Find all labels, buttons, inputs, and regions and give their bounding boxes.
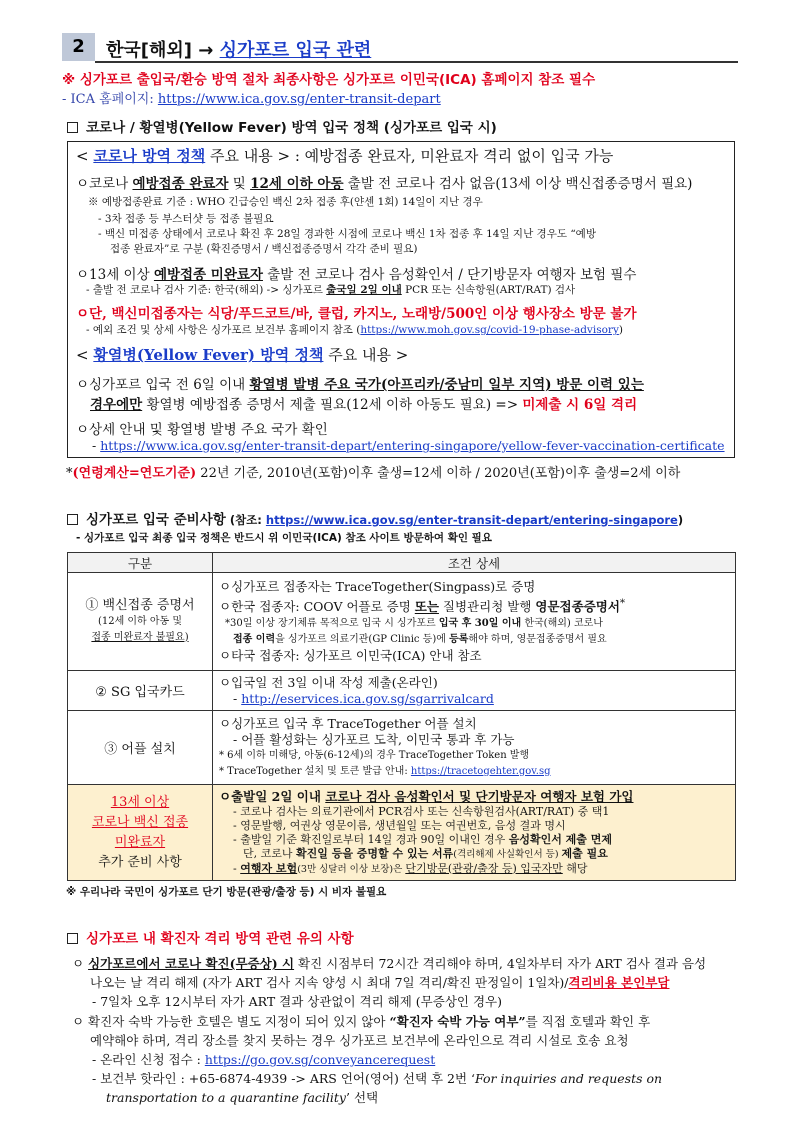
moh-reference: - 예외 조건 및 상세 사항은 싱가포르 보건부 홈페이지 참조 (https://www.moh.gov.sg/covid-19-phase-advisory)	[86, 324, 623, 336]
row-vaccine-certificate-label: ① 백신접종 증명서 (12세 이하 아동 및 접종 미완료자 불필요)	[68, 573, 213, 671]
section2-subtitle: - 싱가포르 입국 최종 입국 정책은 반드시 위 이민국(ICA) 참조 사이트 방문하여 확인 필요	[76, 532, 492, 544]
hotline-line-1: - 보건부 핫라인 : +65-6874-4939 -> ARS 언어(영어) 선택 후 2번 ‘For inquiries and requests on	[92, 1071, 663, 1086]
vaccinated-line: ㅇ코로나 예방접종 완료자 및 12세 이하 아동 출발 전 코로나 검사 없음(13세 이상 백신접종증명서 필요)	[76, 176, 693, 192]
table-row	[68, 573, 736, 671]
ica-notice: ※ 싱가포르 출입국/환승 방역 절차 최종사항은 싱가포르 이민국(ICA) 홈페이지 참조 필수	[62, 72, 596, 88]
arrival-card-link[interactable]: http://eservices.ica.gov.sg/sgarrivalcard	[241, 690, 494, 706]
quarantine-line-2: 나오는 날 격리 해제 (자가 ART 검사 지속 양성 시 최대 7일 격리/확진 판정일이 1일차)/격리비용 본인부담	[90, 975, 670, 990]
table-row	[68, 785, 736, 881]
section-number: 2	[62, 33, 95, 61]
table-header-category: 구분	[68, 553, 213, 573]
yellow-fever-url-line: - https://www.ica.gov.sg/enter-transit-depart/entering-singapore/yellow-fever-vaccination-certificate	[92, 438, 725, 453]
row-arrival-card-details: ㅇ입국일 전 3일 이내 작성 제출(온라인) - http://eservices.ica.gov.sg/sgarrivalcard	[213, 671, 736, 711]
visa-footnote: ※ 우리나라 국민이 싱가포르 단기 방문(관광/출장 등) 시 비자 불필요	[66, 886, 387, 898]
ica-homepage-line: - ICA 홈페이지: https://www.ica.gov.sg/enter-transit-depart	[62, 92, 441, 107]
table-row	[68, 711, 736, 785]
section3-title: 싱가포르 내 확진자 격리 방역 관련 유의 사항	[67, 927, 354, 947]
hotel-line-1: ㅇ 확진자 숙박 가능한 호텔은 별도 지정이 되어 있지 않아 “확진자 숙박 가능 여부”를 직접 호텔과 확인 후	[72, 1014, 651, 1029]
age-note: *(연령계산=연도기준) 22년 기준, 2010년(포함)이후 출생=12세 이하 / 2020년(포함)이후 출생=2세 이하	[66, 466, 681, 481]
quarantine-line-1: ㅇ 싱가포르에서 코로나 확진(무증상) 시 확진 시점부터 72시간 격리해야 하며, 4일차부터 자가 ART 검사 결과 음성	[72, 956, 707, 971]
checkbox-square-icon	[67, 514, 78, 525]
ica-homepage-link[interactable]: https://www.ica.gov.sg/enter-transit-depart	[157, 92, 441, 107]
booster-note: - 3차 접종 등 부스터샷 등 접종 불필요	[98, 213, 274, 225]
section1-title: 코로나 / 황열병(Yellow Fever) 방역 입국 정책 (싱가포르 입국 시)	[67, 116, 497, 136]
header-underline	[95, 61, 738, 63]
yellow-fever-policy-link[interactable]: 황열병(Yellow Fever) 방역 정책	[93, 346, 324, 364]
row-unvaccinated-details: ㅇ출발일 2일 이내 코로나 검사 음성확인서 및 단기방문자 여행자 보험 가입 - 코로나 검사는 의료기관에서 PCR검사 또는 신속항원검사(ART/RAT) 중 택1 - 영문발행, 여권상 영문이름, 생년월일 또는 여권번호, 음성 결과 명시 - 출발일 기준 확진일로부터 14일 경과 90일 이내인 경우 음성확인서 제출 면제 단, 코로나 확진일 등을 증명할 수 있는 서류(격리해제 사실확인서 등) 제출 필요 - 여행자 보험(3만 싱달러 이상 보장)은 단기방문(관광/출장 등) 입국자만 해당	[213, 785, 736, 881]
yellow-fever-line-1: ㅇ싱가포르 입국 전 6일 이내 황열병 발병 주요 국가(아프리카/중남미 일부 지역) 방문 이력 있는	[76, 377, 644, 393]
online-request-line: - 온라인 신청 접수 : https://go.gov.sg/conveyancerequest	[92, 1052, 436, 1067]
row-app-install-label: ③ 어플 설치	[68, 711, 213, 785]
unvaccinated-line: ㅇ13세 이상 예방접종 미완료자 출발 전 코로나 검사 음성확인서 / 단기방문자 여행자 보험 필수	[76, 267, 637, 283]
table-header-row	[68, 553, 736, 573]
entering-singapore-link[interactable]: https://www.ica.gov.sg/enter-transit-depart/entering-singapore	[265, 513, 678, 527]
hotline-line-2: transportation to a quarantine facility’ 선택	[106, 1090, 379, 1105]
recovered-note-1: - 백신 미접종 상태에서 코로나 확진 후 28일 경과한 시점에 코로나 백신 1차 접종 후 14일 지난 경우도 “예방	[98, 228, 596, 240]
moh-link[interactable]: https://www.moh.gov.sg/covid-19-phase-advisory	[360, 324, 619, 336]
checkbox-square-icon	[67, 122, 78, 133]
recovered-note-2: 접종 완료자”로 구분 (확진증명서 / 백신접종증명서 각각 준비 필요)	[110, 243, 418, 255]
entry-requirements-table	[67, 552, 736, 881]
yellow-fever-line-2: 경우에만 황열병 예방접종 증명서 제출 필요(12세 이하 아동도 필요) => 미제출 시 6일 격리	[90, 397, 638, 413]
test-criteria: - 출발 전 코로나 검사 기준: 한국(해외) -> 싱가포르 출국일 2일 이내 PCR 또는 신속항원(ART/RAT) 검사	[86, 284, 576, 296]
quarantine-release-note: - 7일차 오후 12시부터 자가 ART 결과 상관없이 격리 해제 (무증상인 경우)	[92, 994, 502, 1009]
hotel-line-2: 예약해야 하며, 격리 장소를 찾지 못하는 경우 싱가포르 보건부에 온라인으로 격리 시설로 호송 요청	[90, 1033, 629, 1048]
section-header	[62, 33, 738, 63]
yellow-fever-heading: < 황열병(Yellow Fever) 방역 정책 주요 내용 >	[76, 346, 409, 364]
conveyance-request-link[interactable]: https://go.gov.sg/conveyancerequest	[204, 1052, 436, 1067]
row-arrival-card-label: ② SG 입국카드	[68, 671, 213, 711]
section-title: 한국[해외] → 싱가포르 입국 관련	[106, 40, 372, 61]
tracetogether-link[interactable]: https://tracetogehter.gov.sg	[410, 765, 551, 777]
section2-title: 싱가포르 입국 준비사항 (참조: https://www.ica.gov.sg/enter-transit-depart/entering-singapore)	[67, 508, 683, 528]
covid-policy-heading: < 코로나 방역 정책 주요 내용 > : 예방접종 완료자, 미완료자 격리 없이 입국 가능	[76, 147, 614, 165]
row-app-install-details: ㅇ싱가포르 입국 후 TraceTogether 어플 설치 - 어플 활성화는 싱가포르 도착, 이민국 통과 후 가능 * 6세 이하 미해당, 아동(6-12세)의 경우 TraceTogether Token 발행 * TraceTogether 설치 및 토큰 발급 안내: https://tracetogehter.gov.sg	[213, 711, 736, 785]
table-header-details: 조건 상세	[213, 553, 736, 573]
row-unvaccinated-label: 13세 이상 코로나 백신 접종 미완료자 추가 준비 사항	[68, 785, 213, 881]
yellow-fever-detail: ㅇ상세 안내 및 황열병 발병 주요 국가 확인	[76, 422, 328, 438]
unvaccinated-restriction: ㅇ단, 백신미접종자는 식당/푸드코트/바, 클럽, 카지노, 노래방/500인 이상 행사장소 방문 불가	[76, 306, 637, 322]
checkbox-square-icon	[67, 933, 78, 944]
row-vaccine-certificate-details: ㅇ싱가포르 접종자는 TraceTogether(Singpass)로 증명 ㅇ한국 접종자: COOV 어플로 증명 또는 질병관리청 발행 영문접종증명서* *30일 이상 장기체류 목적으로 입국 시 싱가포르 입국 후 30일 이내 한국(해외) 코로나 접종 이력을 싱가포르 의료기관(GP Clinic 등)에 등록해야 하며, 영문접종증명서 필요 ㅇ타국 접종자: 싱가포르 이민국(ICA) 안내 참조	[213, 573, 736, 671]
covid-policy-link[interactable]: 코로나 방역 정책	[93, 147, 206, 165]
yellow-fever-link[interactable]: https://www.ica.gov.sg/enter-transit-depart/entering-singapore/yellow-fever-vaccination-certificate	[100, 438, 725, 453]
vaccination-criteria: ※ 예방접종완료 기준 : WHO 긴급승인 백신 2차 접종 후(얀센 1회) 14일이 지난 경우	[88, 196, 483, 208]
table-row	[68, 671, 736, 711]
